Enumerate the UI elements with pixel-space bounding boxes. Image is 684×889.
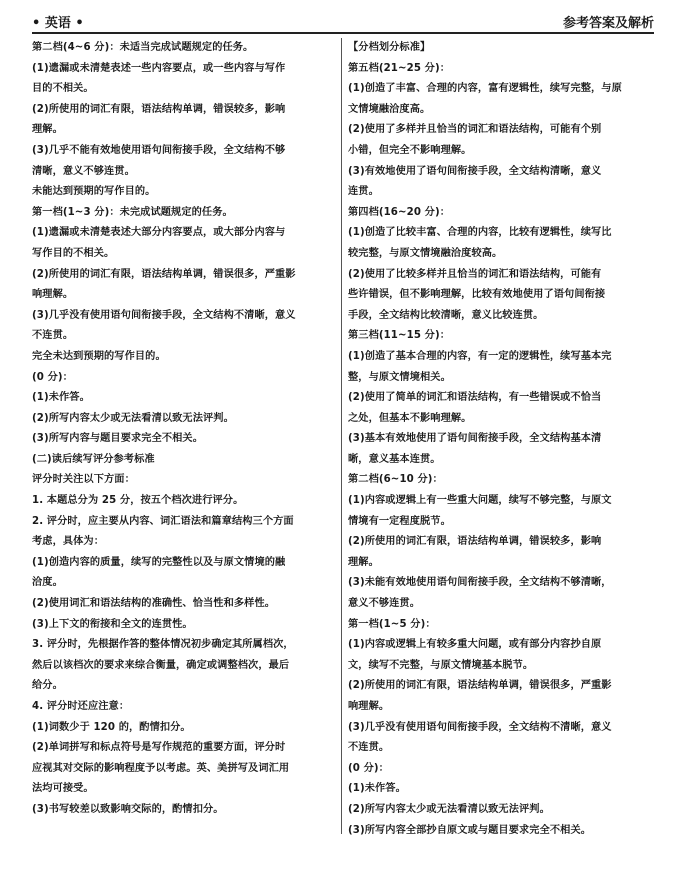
right-column-line: (3)所写内容全部抄自原文或与题目要求完全不相关。	[348, 824, 592, 836]
right-column-line: 文，续写不完整，与原文情境基本脱节。	[348, 659, 534, 671]
right-column-line: 不连贯。	[348, 742, 390, 754]
left-column-line: (2)所使用的词汇有限，语法结构单调，错误很多，严重影	[32, 268, 296, 280]
left-column-line: (2)使用词汇和语法结构的准确性、恰当性和多样性。	[32, 598, 276, 610]
left-column-line: 3. 评分时，先根据作答的整体情况初步确定其所属档次，	[32, 639, 294, 651]
left-column-line: 第一档(1~3 分)：未完成试题规定的任务。	[32, 206, 233, 218]
subject-label: • 英语 •	[32, 16, 84, 31]
left-column-line: 不连贯。	[32, 330, 74, 342]
left-column-line: 洽度。	[32, 577, 63, 589]
right-column-line: (1)内容或逻辑上有一些重大问题，续写不够完整，与原文	[348, 495, 612, 507]
right-column-line: 响理解。	[348, 701, 390, 712]
right-column-line: 较完整，与原文情境融洽度较高。	[348, 247, 503, 259]
left-column-line: 给分。	[32, 680, 63, 692]
right-column-line: (1)创造了丰富、合理的内容，富有逻辑性，续写完整，与原	[348, 83, 622, 95]
right-column-line: 第三档(11~15 分)：	[348, 330, 450, 342]
right-column-line: (2)使用了多样并且恰当的词汇和语法结构，可能有个别	[348, 124, 602, 136]
right-column-line: 第二档(6~10 分)：	[348, 474, 443, 486]
column-divider	[341, 38, 342, 834]
left-column-line: (3)书写较差以致影响交际的，酌情扣分。	[32, 803, 224, 815]
left-column-line: 法均可接受。	[32, 783, 94, 795]
left-column-line: (0 分)：	[32, 371, 73, 383]
left-column-line: 应视其对交际的影响程度予以考虑。英、美拼写及词汇用	[32, 762, 290, 774]
left-column-line: 4. 评分时还应注意：	[32, 701, 130, 712]
left-column-line: (1)词数少于 120 的，酌情扣分。	[32, 721, 191, 733]
right-column-line: (3)基本有效地使用了语句间衔接手段，全文结构基本清	[348, 433, 602, 445]
left-column-line: 写作目的不相关。	[32, 247, 115, 259]
left-column-line: 2. 评分时，应主要从内容、词汇语法和篇章结构三个方面	[32, 515, 294, 527]
section-title: 参考答案及解析	[562, 16, 654, 31]
left-column-line: (1)遗漏或未清楚表述一些内容要点，或一些内容与写作	[32, 62, 286, 74]
right-column-line: (2)使用了比较多样并且恰当的词汇和语法结构，可能有	[348, 268, 602, 280]
right-column-line: (3)有效地使用了语句间衔接手段，全文结构清晰，意义	[348, 165, 602, 177]
left-column-line: 未能达到预期的写作目的。	[32, 186, 156, 198]
right-column-line: 小错，但完全不影响理解。	[348, 144, 472, 156]
right-column-line: (0 分)：	[348, 762, 389, 774]
right-column-line: (2)所使用的词汇有限，语法结构单调，错误较多，影响	[348, 536, 602, 548]
page-header	[32, 8, 654, 34]
left-column-line: (3)所写内容与题目要求完全不相关。	[32, 433, 204, 445]
right-column-line: 整，与原文情境相关。	[348, 371, 451, 383]
right-column-line: 意义不够连贯。	[348, 598, 421, 610]
right-column-line: 之处，但基本不影响理解。	[348, 412, 472, 424]
right-column-line: 第五档(21~25 分)：	[348, 62, 450, 74]
left-column-line: (1)遗漏或未清楚表述大部分内容要点，或大部分内容与	[32, 227, 286, 239]
left-column-line: 响理解。	[32, 289, 74, 301]
left-column-line: (3)几乎不能有效地使用语句间衔接手段，全文结构不够	[32, 144, 286, 156]
right-column-line: 理解。	[348, 556, 379, 568]
right-column-line: 些许错误，但不影响理解，比较有效地使用了语句间衔接	[348, 289, 606, 301]
right-column-line: (2)所使用的词汇有限，语法结构单调，错误很多，严重影	[348, 680, 612, 692]
left-column-line: (1)未作答。	[32, 392, 90, 404]
left-column	[32, 38, 338, 821]
right-column-line: (2)所写内容太少或无法看清以致无法评判。	[348, 803, 550, 815]
right-column-line: (3)未能有效地使用语句间衔接手段，全文结构不够清晰，	[348, 577, 612, 589]
right-column-line: (3)几乎没有使用语句间衔接手段，全文结构不清晰，意义	[348, 721, 612, 733]
left-column-line: 然后以该档次的要求来综合衡量，确定或调整档次，最后	[32, 659, 290, 671]
left-column-line: 第二档(4~6 分)：未适当完成试题规定的任务。	[32, 42, 254, 53]
left-column-line: 清晰，意义不够连贯。	[32, 165, 135, 177]
right-column-line: (1)未作答。	[348, 783, 406, 795]
left-column-line: (二)读后续写评分参考标准	[32, 453, 155, 465]
left-column-line: (2)所使用的词汇有限，语法结构单调，错误较多，影响	[32, 103, 286, 115]
left-column-line: (3)上下文的衔接和全文的连贯性。	[32, 618, 193, 630]
left-column-line: (3)几乎没有使用语句间衔接手段，全文结构不清晰，意义	[32, 309, 296, 321]
right-column-line: 【分档划分标准】	[348, 42, 431, 53]
right-column-line: (1)内容或逻辑上有较多重大问题，或有部分内容抄自原	[348, 639, 602, 651]
left-column-line: (2)所写内容太少或无法看清以致无法评判。	[32, 412, 234, 424]
left-column-line: 考虑，具体为：	[32, 536, 105, 548]
right-column-line: 晰，意义基本连贯。	[348, 453, 441, 465]
right-column-line: 第一档(1~5 分)：	[348, 618, 436, 630]
left-column-line: 1. 本题总分为 25 分，按五个档次进行评分。	[32, 495, 244, 507]
right-column-line: 手段，全文结构比较清晰，意义比较连贯。	[348, 309, 544, 321]
left-column-line: (2)单词拼写和标点符号是写作规范的重要方面，评分时	[32, 742, 286, 754]
left-column-line: 理解。	[32, 124, 63, 136]
right-column-line: (1)创造了基本合理的内容，有一定的逻辑性，续写基本完	[348, 350, 612, 362]
right-column	[348, 38, 654, 841]
left-column-line: 完全未达到预期的写作目的。	[32, 350, 166, 362]
left-column-line: 评分时关注以下方面：	[32, 474, 135, 486]
right-column-line: (1)创造了比较丰富、合理的内容，比较有逻辑性，续写比	[348, 227, 612, 239]
left-column-line: 目的不相关。	[32, 83, 94, 95]
right-column-line: 文情境融洽度高。	[348, 103, 431, 115]
right-column-line: 连贯。	[348, 186, 379, 198]
right-column-line: (2)使用了简单的词汇和语法结构，有一些错误或不恰当	[348, 392, 602, 404]
right-column-line: 第四档(16~20 分)：	[348, 206, 450, 218]
right-column-line: 情境有一定程度脱节。	[348, 515, 451, 527]
left-column-line: (1)创造内容的质量，续写的完整性以及与原文情境的融	[32, 556, 286, 568]
